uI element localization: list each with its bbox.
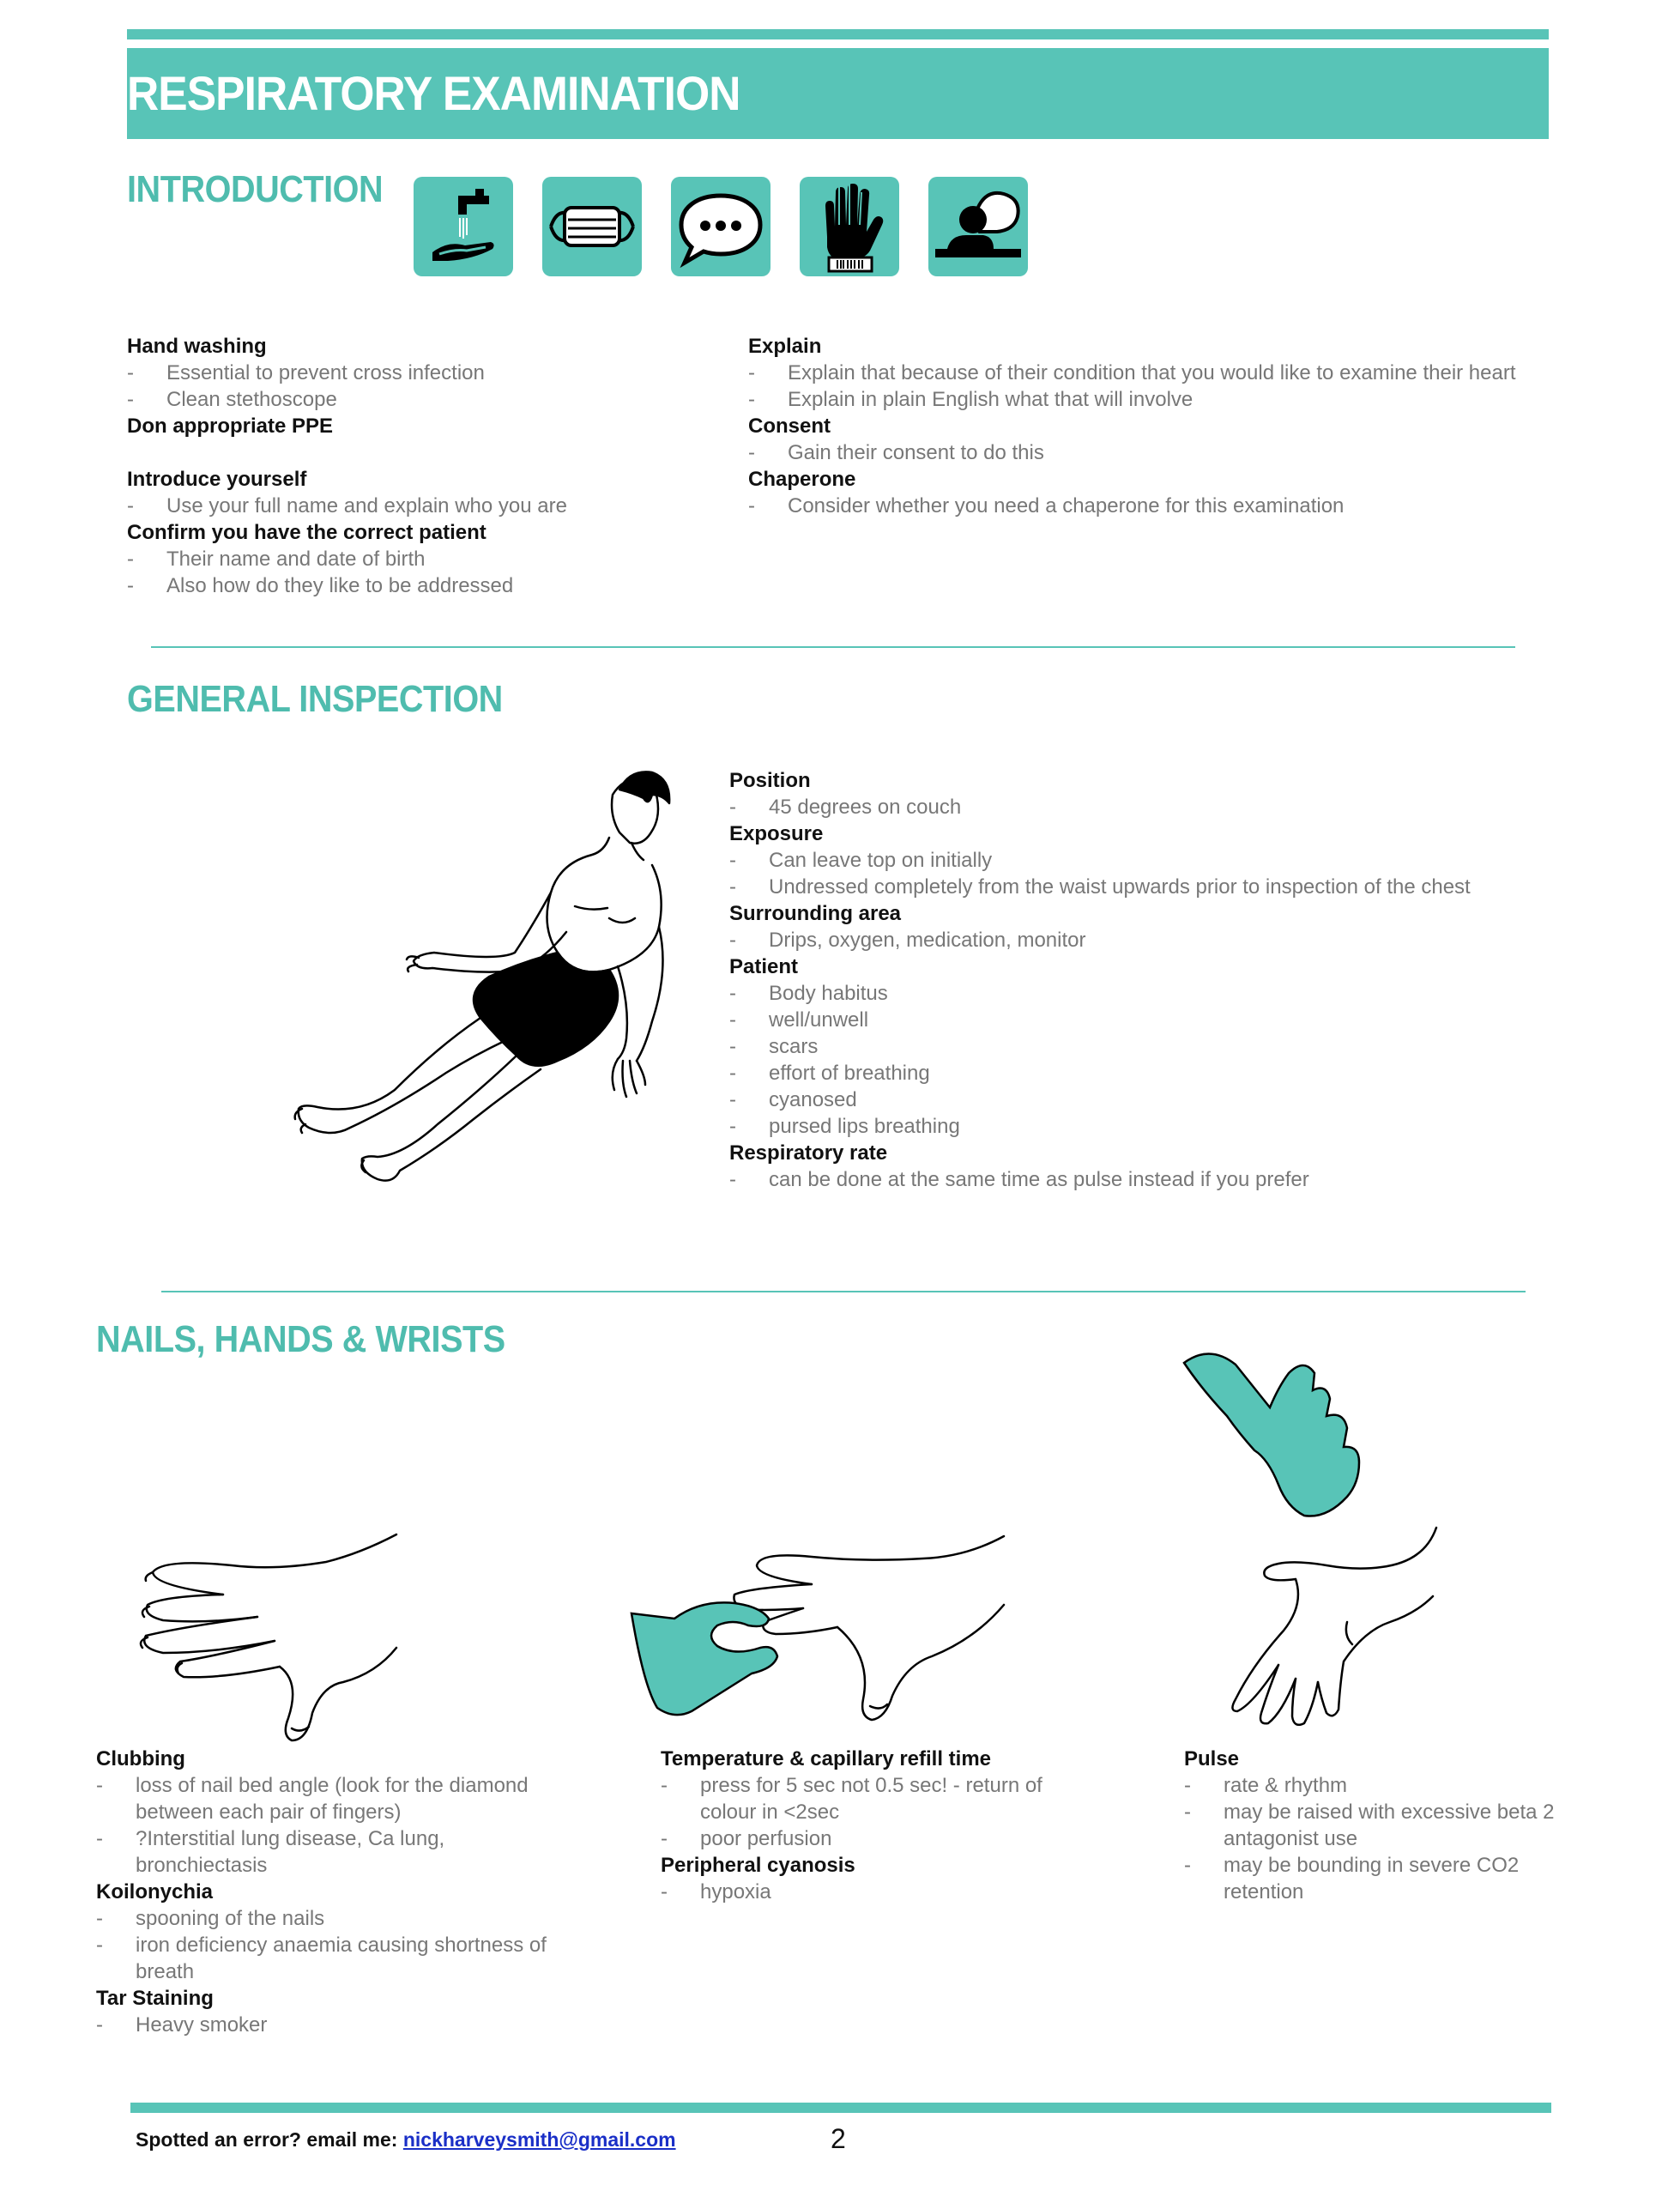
bullet-item: - 45 degrees on couch — [729, 794, 1553, 820]
spacer — [127, 439, 728, 466]
intro-left-column — [127, 333, 728, 599]
bullet-item: - Can leave top on initially — [729, 847, 1553, 874]
radial-pulse-illustration — [1175, 1339, 1450, 1734]
section-divider — [161, 1291, 1526, 1292]
bullet-item: - Undressed completely from the waist upwards prior to inspection of the chest — [729, 874, 1553, 900]
item-heading: Patient — [729, 955, 799, 978]
item-heading: Peripheral cyanosis — [661, 1854, 855, 1877]
reclining-patient-illustration — [249, 764, 712, 1210]
bullet-item: - Body habitus — [729, 980, 1553, 1007]
item-heading: Tar Staining — [96, 1987, 214, 2010]
id-wristband-hand-icon — [800, 177, 899, 276]
item-heading: Exposure — [729, 822, 824, 845]
bullet-item: - Use your full name and explain who you are — [127, 493, 728, 519]
bullet-item: - press for 5 sec not 0.5 sec! - return of colour in <2sec — [661, 1772, 1098, 1825]
page-number: 2 — [831, 2123, 846, 2154]
bullet-item: - may be bounding in severe CO2 retention — [1184, 1852, 1562, 1905]
bullet-item: - Essential to prevent cross infection — [127, 360, 728, 386]
general-inspection-heading: GENERAL INSPECTION — [127, 678, 503, 720]
item-heading: Position — [729, 769, 811, 792]
bullet-item: - well/unwell — [729, 1007, 1553, 1033]
bullet-item: - pursed lips breathing — [729, 1113, 1553, 1140]
speech-bubble-icon — [671, 177, 771, 276]
bullet-item: - Heavy smoker — [96, 2012, 559, 2038]
bullet-item: - rate & rhythm — [1184, 1772, 1562, 1799]
general-inspection-list — [729, 767, 1553, 1193]
intro-right-column — [748, 333, 1520, 519]
nails-col-3 — [1184, 1746, 1562, 1905]
item-heading: Koilonychia — [96, 1880, 214, 1903]
page-title: RESPIRATORY EXAMINATION — [127, 66, 740, 120]
bullet-item: - scars — [729, 1033, 1553, 1060]
item-heading: Clubbing — [96, 1747, 185, 1770]
face-mask-icon — [542, 177, 642, 276]
bullet-item: - Consider whether you need a chaperone for this examination — [748, 493, 1520, 519]
item-heading: Chaperone — [748, 468, 856, 491]
bullet-item: - effort of breathing — [729, 1060, 1553, 1086]
bullet-item: - loss of nail bed angle (look for the diamond between each pair of fingers) — [96, 1772, 559, 1825]
item-heading: Confirm you have the correct patient — [127, 521, 486, 544]
open-hand-illustration — [129, 1528, 420, 1751]
bullet-item: - may be raised with excessive beta 2 antagonist use — [1184, 1799, 1562, 1852]
top-rule — [127, 29, 1549, 39]
bullet-item: - spooning of the nails — [96, 1905, 559, 1932]
bullet-item: - cyanosed — [729, 1086, 1553, 1113]
item-heading: Respiratory rate — [729, 1141, 888, 1165]
footer-rule — [130, 2103, 1551, 2113]
bullet-item: - Drips, oxygen, medication, monitor — [729, 927, 1553, 953]
nails-col-2 — [661, 1746, 1098, 1905]
item-heading: Pulse — [1184, 1747, 1240, 1770]
footer-prefix: Spotted an error? email me: — [136, 2128, 403, 2151]
title-banner — [127, 48, 1549, 139]
introduction-heading: INTRODUCTION — [127, 168, 384, 210]
section-divider — [151, 646, 1515, 648]
bullet-item: - iron deficiency anaemia causing shortness of breath — [96, 1932, 559, 1985]
bullet-item: - Explain in plain English what that will involve — [748, 386, 1520, 413]
bullet-item: - poor perfusion — [661, 1825, 1098, 1852]
item-heading: Don appropriate PPE — [127, 415, 334, 438]
capillary-refill-illustration — [580, 1528, 1026, 1742]
patient-on-bed-icon — [928, 177, 1028, 276]
item-heading: Surrounding area — [729, 902, 902, 925]
item-heading: Consent — [748, 415, 831, 438]
hand-washing-icon — [414, 177, 513, 276]
item-heading: Hand washing — [127, 335, 267, 358]
item-heading: Temperature & capillary refill time — [661, 1747, 992, 1770]
bullet-item: - Clean stethoscope — [127, 386, 728, 413]
footer-note — [136, 2128, 676, 2152]
bullet-item: - Gain their consent to do this — [748, 439, 1520, 466]
bullet-item: - Their name and date of birth — [127, 546, 728, 572]
nails-col-1 — [96, 1746, 559, 2038]
item-heading: Introduce yourself — [127, 468, 307, 491]
bullet-item: - hypoxia — [661, 1879, 1098, 1905]
bullet-item: - Also how do they like to be addressed — [127, 572, 728, 599]
item-heading: Explain — [748, 335, 822, 358]
bullet-item: - can be done at the same time as pulse instead if you prefer — [729, 1166, 1553, 1193]
bullet-item: - ?Interstitial lung disease, Ca lung, bronchiectasis — [96, 1825, 559, 1879]
email-link[interactable]: nickharveysmith@gmail.com — [402, 2128, 676, 2151]
nails-hands-wrists-heading: NAILS, HANDS & WRISTS — [96, 1318, 505, 1360]
bullet-item: - Explain that because of their condition that you would like to examine their heart — [748, 360, 1520, 386]
